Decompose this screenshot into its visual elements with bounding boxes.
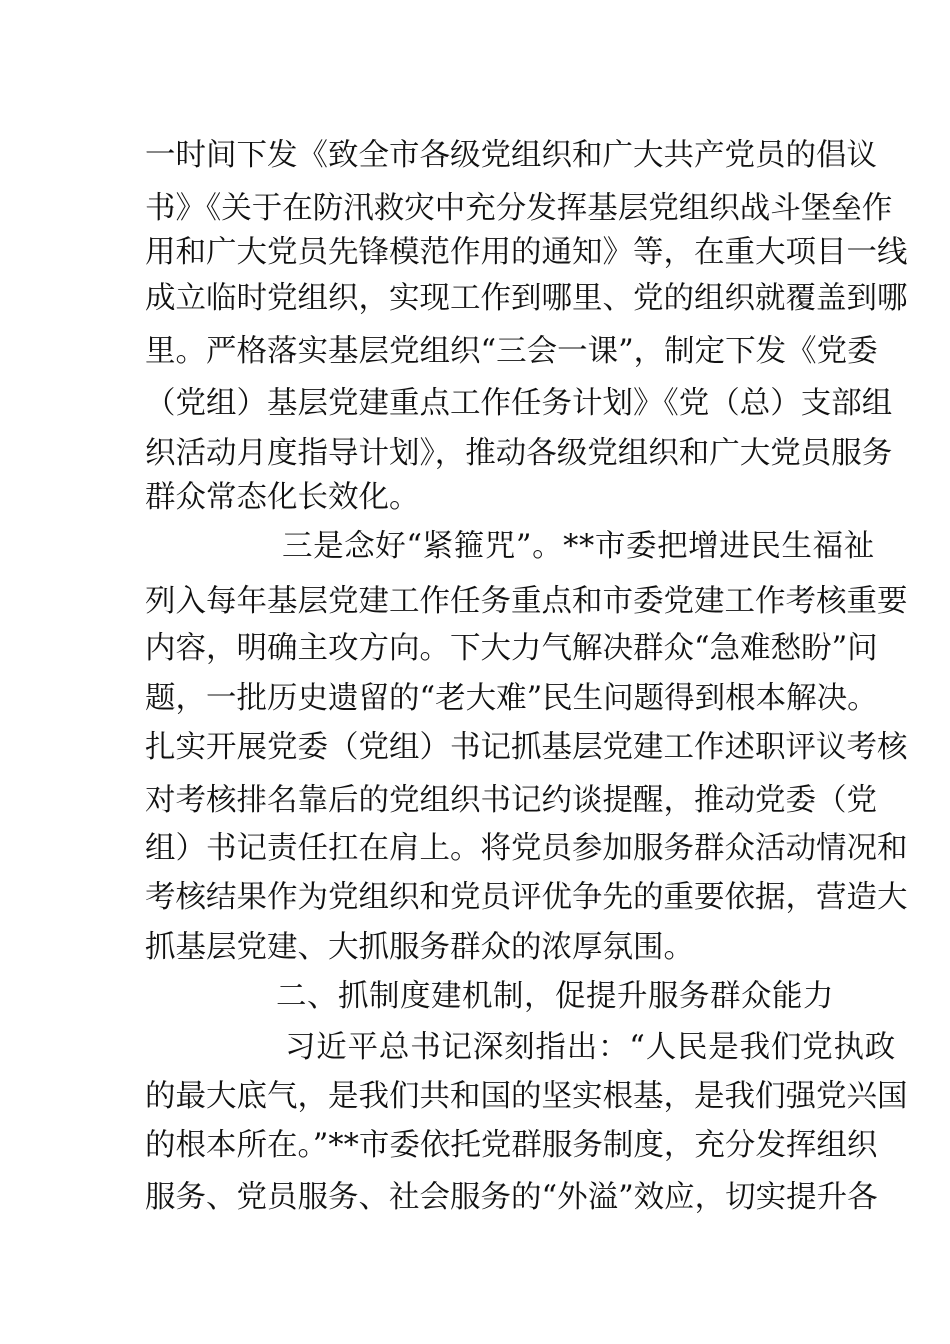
paragraph-start-line: 三是念好“紧箍咒”。**市委把增进民生福祉 xyxy=(282,529,875,564)
body-line: 的根本所在。”**市委依托党群服务制度，充分发挥组织 xyxy=(145,1128,878,1163)
body-line: 群众常态化长效化。 xyxy=(145,480,420,515)
body-line: 内容，明确主攻方向。下大力气解决群众“急难愁盼”问 xyxy=(145,631,878,666)
body-line: 列入每年基层党建工作任务重点和市委党建工作考核重要 xyxy=(145,584,908,619)
body-line: 考核结果作为党组织和党员评优争先的重要依据，营造大 xyxy=(145,880,908,915)
body-line: 服务、党员服务、社会服务的“外溢”效应，切实提升各 xyxy=(145,1180,878,1215)
body-line: 成立临时党组织，实现工作到哪里、党的组织就覆盖到哪 xyxy=(145,281,908,316)
section-heading: 二、抓制度建机制，促提升服务群众能力 xyxy=(276,979,834,1014)
body-line: 抓基层党建、大抓服务群众的浓厚氛围。 xyxy=(145,930,694,965)
body-line: 对考核排名靠后的党组织书记约谈提醒，推动党委（党 xyxy=(145,783,877,818)
body-line: 题，一批历史遗留的“老大难”民生问题得到根本解决。 xyxy=(145,681,878,716)
paragraph-start-line: 习近平总书记深刻指出：“人民是我们党执政 xyxy=(285,1030,897,1065)
body-line: 扎实开展党委（党组）书记抓基层党建工作述职评议考核 xyxy=(145,730,908,765)
body-line: 书》《关于在防汛救灾中充分发挥基层党组织战斗堡垒作 xyxy=(145,191,893,226)
body-line: 组）书记责任扛在肩上。将党员参加服务群众活动情况和 xyxy=(145,831,908,866)
body-line: 用和广大党员先锋模范作用的通知》等，在重大项目一线 xyxy=(145,235,908,270)
body-line: 里。严格落实基层党组织“三会一课”，制定下发《党委 xyxy=(145,334,878,369)
body-line: （党组）基层党建重点工作任务计划》《党（总）支部组 xyxy=(145,386,893,421)
body-line: 的最大底气，是我们共和国的坚实根基，是我们强党兴国 xyxy=(145,1079,908,1114)
body-line: 一时间下发《致全市各级党组织和广大共产党员的倡议 xyxy=(145,138,877,173)
body-line: 织活动月度指导计划》，推动各级党组织和广大党员服务 xyxy=(145,436,893,471)
